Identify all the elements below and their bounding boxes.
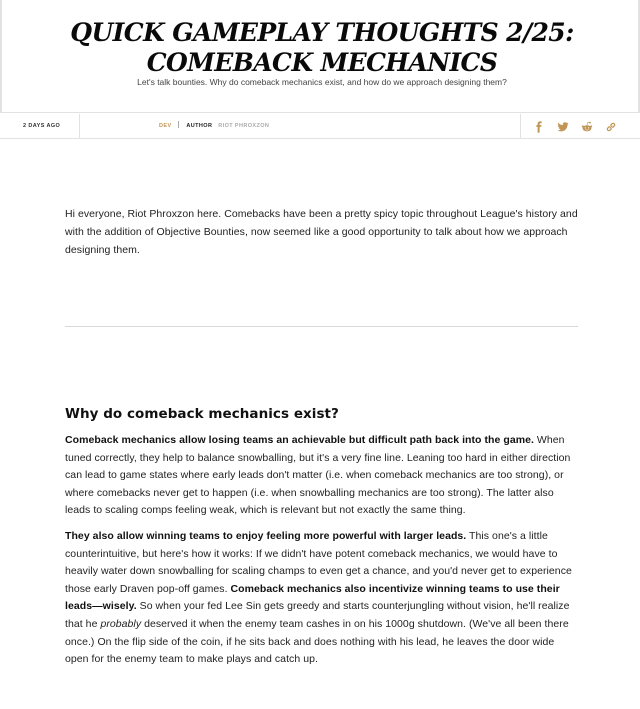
article-header xyxy=(0,0,640,113)
author-name[interactable]: RIOT PHROXZON xyxy=(218,123,270,129)
paragraph-comeback xyxy=(65,432,580,520)
category-tag[interactable]: DEV xyxy=(159,123,172,129)
author-label: AUTHOR xyxy=(186,123,213,129)
paragraph-lead: They also allow winning teams to enjoy feeling more powerful with larger leads. xyxy=(65,529,467,542)
article-subtitle: Let's talk bounties. Why do comeback mechanics exist, and how do we approach designing them? xyxy=(137,77,507,87)
paragraph-text: This one's a little counterintuitive, but here's how it works: If we didn't have potent comeback mechanics, we would have to heavily water down snowballing for scaling champs to even get a chance, and you'd never get to experience those early Draven pop-off games. xyxy=(65,529,572,595)
facebook-icon[interactable] xyxy=(532,120,546,134)
article-title: QUICK GAMEPLAY THOUGHTS 2/25: COMEBACK MECHANICS xyxy=(70,18,574,77)
paragraph-text: deserved it when the enemy team cashes in on his 1000g shutdown. (We've all been there once.) On the flip side of the coin, if he sits back and does nothing with his lead, he leaves the door wide open for the enemy team to make plays and catch up. xyxy=(65,617,569,666)
tag-divider xyxy=(178,121,179,128)
paragraph-lead: Comeback mechanics allow losing teams an achievable but difficult path back into the game. xyxy=(65,434,534,446)
paragraph-winning xyxy=(65,528,580,669)
section-divider xyxy=(65,326,578,327)
link-icon[interactable] xyxy=(604,120,618,134)
publish-date: 2 DAYS AGO xyxy=(0,114,80,139)
share-bar xyxy=(520,114,640,139)
paragraph-text: When tuned correctly, they help to balance snowballing, but it's a very fine line. Leaning too hard in either direction can lead to game states where early leads don't matter (i.e. when comeback mechanics are too strong), or where comebacks never get to happen (i.e. when snowballing mechanics are too strong). The latter also leads to scaling comps feeling weak, which is relevant but not exactly the same thing. xyxy=(65,434,571,517)
reddit-icon[interactable] xyxy=(580,120,594,134)
intro-paragraph: Hi everyone, Riot Phroxzon here. Comebacks have been a pretty spicy topic throughout League's history and with the addition of Objective Bounties, now seemed like a good opportunity to talk about how we approach designing them. xyxy=(65,208,578,256)
article-body xyxy=(65,205,578,259)
section-heading: Why do comeback mechanics exist? xyxy=(65,406,339,422)
article-tags xyxy=(159,114,269,139)
twitter-icon[interactable] xyxy=(556,120,570,134)
article-section xyxy=(65,404,580,677)
paragraph-text: So when your fed Lee Sin gets greedy and starts counterjungling without vision, he'll realize that he xyxy=(65,600,570,630)
article-meta-bar xyxy=(0,114,640,139)
paragraph-italic: probably xyxy=(100,617,142,630)
paragraph-emphasis: Comeback mechanics also incentivize winning teams to use their leads—wisely. xyxy=(65,582,560,613)
